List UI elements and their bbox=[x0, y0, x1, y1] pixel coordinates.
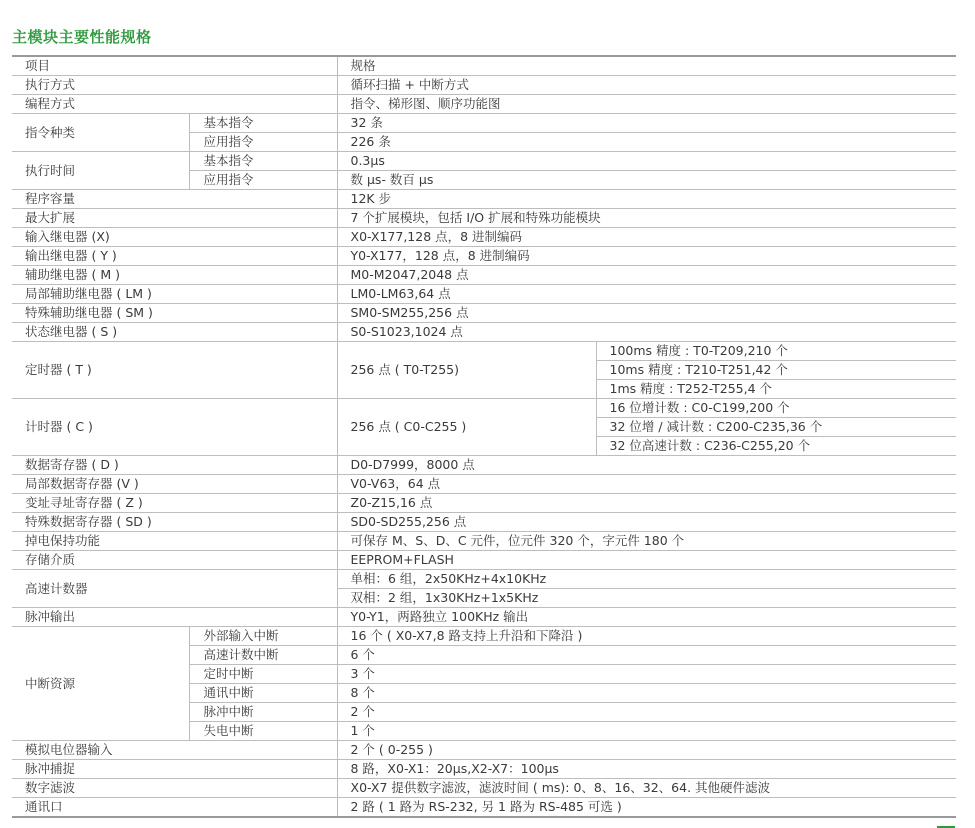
table-row bbox=[12, 114, 956, 133]
table-row bbox=[12, 399, 956, 418]
table-row bbox=[12, 304, 956, 323]
table-row bbox=[12, 323, 956, 342]
row-value: 16 个 ( X0-X7,8 路支持上升沿和下降沿 ) bbox=[337, 627, 956, 646]
row-value: 2 路 ( 1 路为 RS-232, 另 1 路为 RS-485 可选 ) bbox=[337, 798, 956, 818]
row-detail: 16 位增计数 : C0-C199,200 个 bbox=[596, 399, 956, 418]
row-sublabel: 应用指令 bbox=[189, 171, 337, 190]
row-value: Y0-X177，128 点，8 进制编码 bbox=[337, 247, 956, 266]
table-row bbox=[12, 798, 956, 818]
row-sublabel: 基本指令 bbox=[189, 114, 337, 133]
row-label: 程序容量 bbox=[12, 190, 337, 209]
row-detail: 100ms 精度 : T0-T209,210 个 bbox=[596, 342, 956, 361]
row-value: D0-D7999，8000 点 bbox=[337, 456, 956, 475]
row-value: 0.3μs bbox=[337, 152, 956, 171]
table-row bbox=[12, 342, 956, 361]
table-row bbox=[12, 209, 956, 228]
row-label: 脉冲输出 bbox=[12, 608, 337, 627]
table-header-row bbox=[12, 56, 956, 76]
row-value: LM0-LM63,64 点 bbox=[337, 285, 956, 304]
table-row bbox=[12, 76, 956, 95]
row-label: 特殊数据寄存器 ( SD ) bbox=[12, 513, 337, 532]
row-label: 最大扩展 bbox=[12, 209, 337, 228]
table-row bbox=[12, 152, 956, 171]
table-row bbox=[12, 570, 956, 589]
row-value: S0-S1023,1024 点 bbox=[337, 323, 956, 342]
table-row bbox=[12, 608, 956, 627]
row-label: 存储介质 bbox=[12, 551, 337, 570]
row-label: 中断资源 bbox=[12, 627, 189, 741]
row-value: 226 条 bbox=[337, 133, 956, 152]
row-label: 执行时间 bbox=[12, 152, 189, 190]
row-label: 数字滤波 bbox=[12, 779, 337, 798]
table-row bbox=[12, 494, 956, 513]
row-label: 模拟电位器输入 bbox=[12, 741, 337, 760]
header-spec: 规格 bbox=[337, 56, 956, 76]
row-value: M0-M2047,2048 点 bbox=[337, 266, 956, 285]
table-row bbox=[12, 95, 956, 114]
row-label: 输入继电器 (X) bbox=[12, 228, 337, 247]
table-row bbox=[12, 760, 956, 779]
row-detail: 32 位增 / 减计数 : C200-C235,36 个 bbox=[596, 418, 956, 437]
row-label: 高速计数器 bbox=[12, 570, 337, 608]
row-sublabel: 定时中断 bbox=[189, 665, 337, 684]
row-label: 局部数据寄存器 (V ) bbox=[12, 475, 337, 494]
row-label: 通讯口 bbox=[12, 798, 337, 818]
row-value: 双相：2 组，1x30KHz+1x5KHz bbox=[337, 589, 956, 608]
row-label: 定时器 ( T ) bbox=[12, 342, 337, 399]
row-value: 数 μs- 数百 μs bbox=[337, 171, 956, 190]
row-sublabel: 通讯中断 bbox=[189, 684, 337, 703]
row-label: 编程方式 bbox=[12, 95, 337, 114]
row-label: 变址寻址寄存器 ( Z ) bbox=[12, 494, 337, 513]
table-row bbox=[12, 741, 956, 760]
table-row bbox=[12, 532, 956, 551]
table-row bbox=[12, 266, 956, 285]
row-label: 指令种类 bbox=[12, 114, 189, 152]
page-title: 主模块主要性能规格 bbox=[12, 28, 152, 46]
row-value: 2 个 ( 0-255 ) bbox=[337, 741, 956, 760]
row-value: 8 个 bbox=[337, 684, 956, 703]
row-label: 辅助继电器 ( M ) bbox=[12, 266, 337, 285]
table-row bbox=[12, 285, 956, 304]
row-label: 执行方式 bbox=[12, 76, 337, 95]
row-value: 3 个 bbox=[337, 665, 956, 684]
row-value: X0-X7 提供数字滤波，滤波时间 ( ms): 0、8、16、32、64. 其他硬件滤波 bbox=[337, 779, 956, 798]
row-value: 256 点 ( T0-T255) bbox=[337, 342, 596, 399]
row-value: 循环扫描 + 中断方式 bbox=[337, 76, 956, 95]
table-row bbox=[12, 551, 956, 570]
row-label: 输出继电器 ( Y ) bbox=[12, 247, 337, 266]
row-label: 状态继电器 ( S ) bbox=[12, 323, 337, 342]
row-sublabel: 脉冲中断 bbox=[189, 703, 337, 722]
table-row bbox=[12, 228, 956, 247]
table-row bbox=[12, 627, 956, 646]
row-sublabel: 基本指令 bbox=[189, 152, 337, 171]
row-sublabel: 高速计数中断 bbox=[189, 646, 337, 665]
row-value: SD0-SD255,256 点 bbox=[337, 513, 956, 532]
row-label: 计时器 ( C ) bbox=[12, 399, 337, 456]
row-value: SM0-SM255,256 点 bbox=[337, 304, 956, 323]
table-row bbox=[12, 190, 956, 209]
row-label: 掉电保持功能 bbox=[12, 532, 337, 551]
row-label: 局部辅助继电器 ( LM ) bbox=[12, 285, 337, 304]
row-sublabel: 应用指令 bbox=[189, 133, 337, 152]
row-sublabel: 失电中断 bbox=[189, 722, 337, 741]
row-value: 1 个 bbox=[337, 722, 956, 741]
table-row bbox=[12, 513, 956, 532]
header-item: 项目 bbox=[12, 56, 189, 76]
row-value: 2 个 bbox=[337, 703, 956, 722]
row-value: Y0-Y1，两路独立 100KHz 输出 bbox=[337, 608, 956, 627]
row-value: X0-X177,128 点，8 进制编码 bbox=[337, 228, 956, 247]
row-detail: 10ms 精度 : T210-T251,42 个 bbox=[596, 361, 956, 380]
row-value: V0-V63，64 点 bbox=[337, 475, 956, 494]
row-value: EEPROM+FLASH bbox=[337, 551, 956, 570]
table-row bbox=[12, 247, 956, 266]
row-value: 256 点 ( C0-C255 ) bbox=[337, 399, 596, 456]
row-value: 6 个 bbox=[337, 646, 956, 665]
row-label: 特殊辅助继电器 ( SM ) bbox=[12, 304, 337, 323]
row-value: 可保存 M、S、D、C 元件，位元件 320 个，字元件 180 个 bbox=[337, 532, 956, 551]
table-row bbox=[12, 456, 956, 475]
row-detail: 1ms 精度 : T252-T255,4 个 bbox=[596, 380, 956, 399]
table-row bbox=[12, 779, 956, 798]
row-value: 单相：6 组，2x50KHz+4x10KHz bbox=[337, 570, 956, 589]
spec-table bbox=[12, 55, 956, 818]
row-value: 8 路，X0-X1：20μs,X2-X7：100μs bbox=[337, 760, 956, 779]
row-label: 数据寄存器 ( D ) bbox=[12, 456, 337, 475]
row-value: 7 个扩展模块，包括 I/O 扩展和特殊功能模块 bbox=[337, 209, 956, 228]
row-value: Z0-Z15,16 点 bbox=[337, 494, 956, 513]
row-value: 32 条 bbox=[337, 114, 956, 133]
row-sublabel: 外部输入中断 bbox=[189, 627, 337, 646]
row-value: 12K 步 bbox=[337, 190, 956, 209]
row-value: 指令、梯形图、顺序功能图 bbox=[337, 95, 956, 114]
row-label: 脉冲捕捉 bbox=[12, 760, 337, 779]
row-detail: 32 位高速计数 : C236-C255,20 个 bbox=[596, 437, 956, 456]
table-row bbox=[12, 475, 956, 494]
